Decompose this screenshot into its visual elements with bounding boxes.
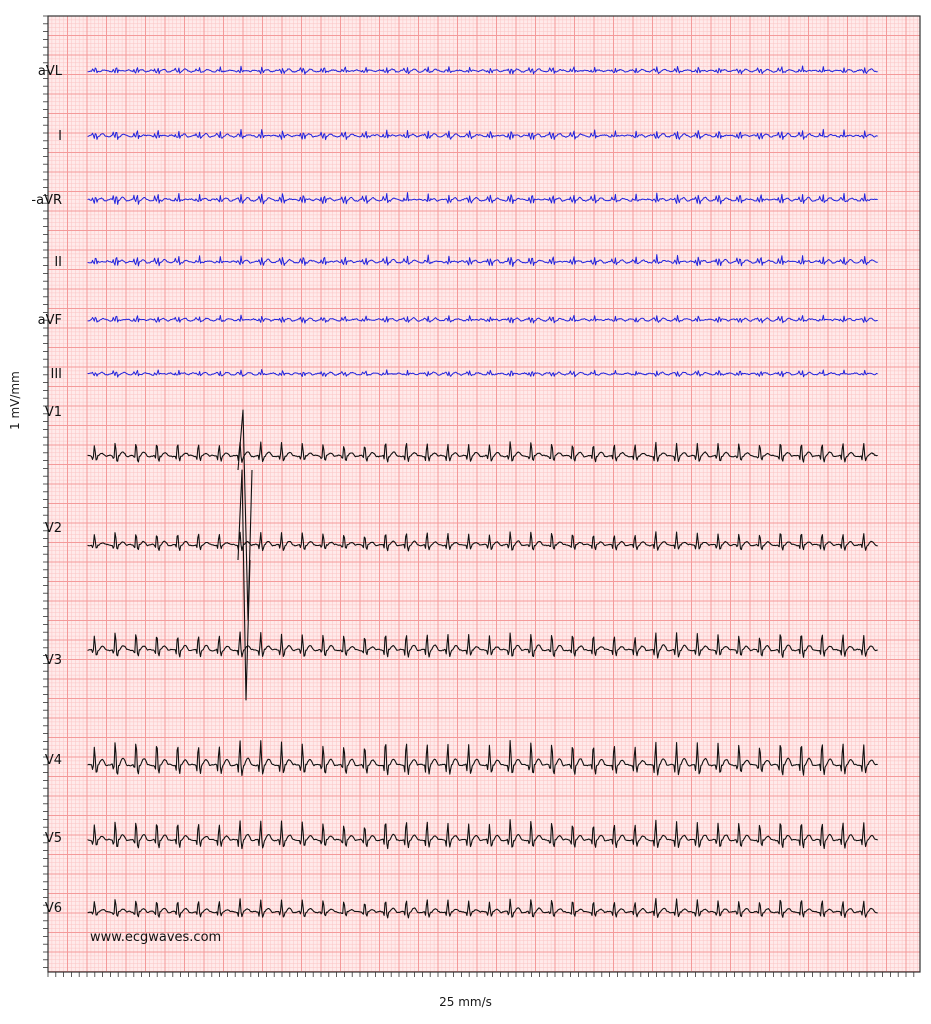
- lead-label-neg-aVR: -aVR: [31, 193, 62, 208]
- x-axis-label: 25 mm/s: [439, 995, 492, 1009]
- lead-label-aVF: aVF: [37, 313, 62, 328]
- lead-label-I: I: [58, 129, 62, 144]
- y-axis-label: 1 mV/mm: [8, 371, 22, 430]
- lead-label-II: II: [54, 255, 62, 270]
- lead-label-V1: V1: [44, 405, 62, 420]
- lead-label-V2: V2: [44, 521, 62, 536]
- lead-label-V6: V6: [44, 901, 62, 916]
- lead-label-V3: V3: [44, 653, 62, 668]
- lead-label-V5: V5: [44, 831, 62, 846]
- lead-label-V4: V4: [44, 753, 62, 768]
- lead-label-aVL: aVL: [37, 64, 62, 79]
- lead-label-III: III: [50, 367, 62, 382]
- watermark-text: www.ecgwaves.com: [90, 930, 222, 945]
